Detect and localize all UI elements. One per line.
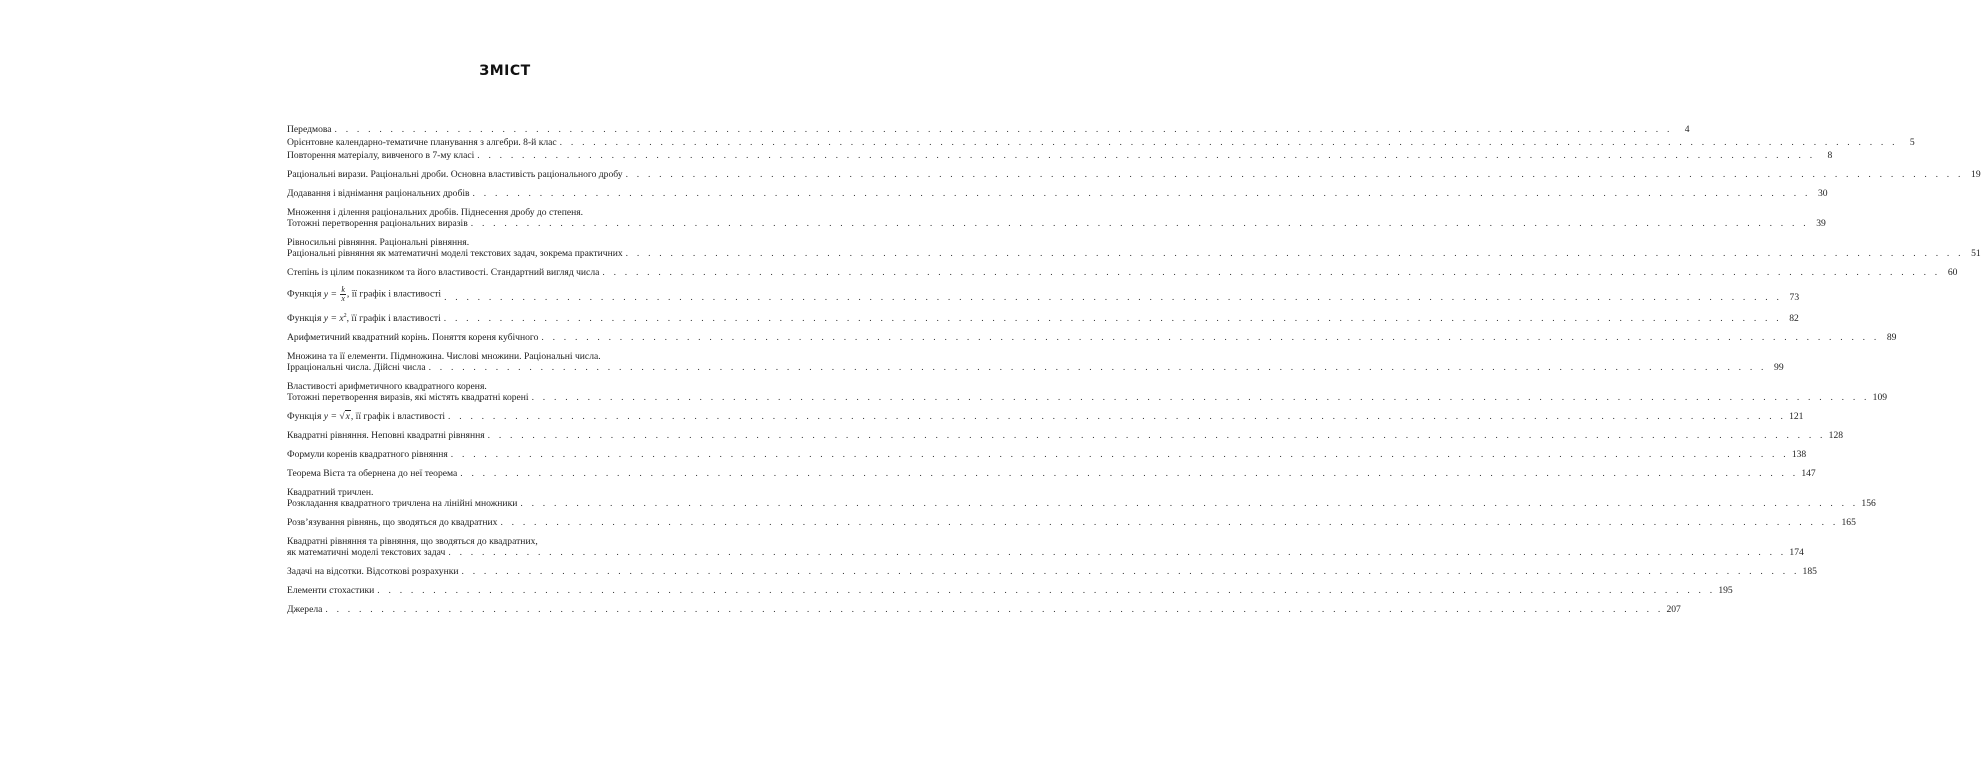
toc-entry-last-line — [287, 188, 1828, 199]
toc-entry[interactable] — [287, 169, 1981, 180]
toc-entry-title: Раціональні рівняння як математичні моделі текстових задач, зокрема практичних — [287, 248, 623, 259]
dot-leader: . . . . . . . . . . . . . . . . . . . . . . . . . . . . . . . . . . . . . . . . . . . . . . . . . . . . . . . . . . . . . . . . . . . . . . . . . . . . . . . . . . . . . . . . . . . . . . . . . . . . . . . . . . . . . . . . . . . . . . . . — [472, 188, 1811, 199]
toc-entry[interactable] — [287, 487, 1876, 509]
toc-entry-last-line — [287, 517, 1856, 528]
page-number: 8 — [1827, 150, 1833, 161]
toc-entry[interactable] — [287, 311, 1799, 324]
math-formula — [324, 410, 351, 422]
page-number: 5 — [1909, 137, 1915, 148]
dot-leader: . . . . . . . . . . . . . . . . . . . . . . . . . . . . . . . . . . . . . . . . . . . . . . . . . . . . . . . . . . . . . . . . . . . . . . . . . . . . . . . . . . . . . . . . . . . . . . . . . . . . . . . . . . . . . . . . . . . . . . . . — [377, 585, 1716, 596]
toc-entry-line: Квадратний тричлен. — [287, 487, 374, 498]
toc-entry-title: Квадратні рівняння. Неповні квадратні рівняння — [287, 430, 485, 441]
math-equals: = — [328, 411, 340, 422]
page-number: 109 — [1872, 392, 1888, 403]
dot-leader: . . . . . . . . . . . . . . . . . . . . . . . . . . . . . . . . . . . . . . . . . . . . . . . . . . . . . . . . . . . . . . . . . . . . . . . . . . . . . . . . . . . . . . . . . . . . . . . . . . . . . . . . . . . . . . . . . . . . . . . . — [487, 430, 1826, 441]
toc-entry[interactable] — [287, 430, 1844, 441]
toc-entry[interactable] — [287, 351, 1784, 373]
toc-entry-title — [287, 286, 441, 303]
dot-leader: . . . . . . . . . . . . . . . . . . . . . . . . . . . . . . . . . . . . . . . . . . . . . . . . . . . . . . . . . . . . . . . . . . . . . . . . . . . . . . . . . . . . . . . . . . . . . . . . . . . . . . . . . . . . . . . . . . . . . . . . — [334, 124, 1673, 135]
dot-leader: . . . . . . . . . . . . . . . . . . . . . . . . . . . . . . . . . . . . . . . . . . . . . . . . . . . . . . . . . . . . . . . . . . . . . . . . . . . . . . . . . . . . . . . . . . . . . . . . . . . . . . . . . . . . . . . . . . . . . . . . — [541, 332, 1880, 343]
page-title: ЗМІСТ — [479, 63, 531, 79]
toc-entry-last-line — [287, 411, 1804, 422]
math-denominator: x — [341, 294, 345, 303]
math-var-y: y — [323, 288, 329, 300]
toc-entry-last-line — [287, 218, 1826, 229]
toc-entry-last-line — [287, 468, 1816, 479]
dot-leader: . . . . . . . . . . . . . . . . . . . . . . . . . . . . . . . . . . . . . . . . . . . . . . . . . . . . . . . . . . . . . . . . . . . . . . . . . . . . . . . . . . . . . . . . . . . . . . . . . . . . . . . . . . . . . . . . . . . . . . . . — [443, 313, 1782, 324]
page-number: 89 — [1886, 332, 1897, 343]
dot-leader: . . . . . . . . . . . . . . . . . . . . . . . . . . . . . . . . . . . . . . . . . . . . . . . . . . . . . . . . . . . . . . . . . . . . . . . . . . . . . . . . . . . . . . . . . . . . . . . . . . . . . . . . . . . . . . . . . . . . . . . . — [625, 248, 1964, 259]
dot-leader: . . . . . . . . . . . . . . . . . . . . . . . . . . . . . . . . . . . . . . . . . . . . . . . . . . . . . . . . . . . . . . . . . . . . . . . . . . . . . . . . . . . . . . . . . . . . . . . . . . . . . . . . . . . . . . . . . . . . . . . . — [625, 169, 1964, 180]
toc-entry[interactable] — [287, 188, 1828, 199]
math-var-y: y — [323, 411, 329, 422]
page-number: 147 — [1801, 468, 1816, 479]
toc-entry-last-line — [287, 267, 1958, 278]
toc-entry-title: як математичні моделі текстових задач — [287, 547, 446, 558]
toc-entry[interactable] — [287, 207, 1826, 229]
toc-entry-title: Розв’язування рівнянь, що зводяться до квадратних — [287, 517, 498, 528]
toc-entry-line: Властивості арифметичного квадратного кореня. — [287, 381, 487, 392]
page-number: 73 — [1789, 292, 1800, 303]
toc-entry-last-line — [287, 547, 1804, 558]
toc-entry-last-line — [287, 169, 1981, 180]
toc-entry-last-line — [287, 124, 1690, 135]
page-number: 174 — [1789, 547, 1804, 558]
toc-entry-title: Джерела — [287, 604, 323, 615]
toc-entry-suffix: , її графік і властивості — [346, 313, 441, 324]
table-of-contents — [287, 124, 1981, 623]
dot-leader: . . . . . . . . . . . . . . . . . . . . . . . . . . . . . . . . . . . . . . . . . . . . . . . . . . . . . . . . . . . . . . . . . . . . . . . . . . . . . . . . . . . . . . . . . . . . . . . . . . . . . . . . . . . . . . . . . . . . . . . . — [602, 267, 1941, 278]
toc-entry-prefix: Функція — [287, 411, 322, 422]
toc-entry-title: Розкладання квадратного тричлена на лінійні множники — [287, 498, 518, 509]
toc-entry-last-line — [287, 566, 1817, 577]
toc-entry-title: Ірраціональні числа. Дійсні числа — [287, 362, 426, 373]
math-fraction — [340, 286, 346, 303]
dot-leader: . . . . . . . . . . . . . . . . . . . . . . . . . . . . . . . . . . . . . . . . . . . . . . . . . . . . . . . . . . . . . . . . . . . . . . . . . . . . . . . . . . . . . . . . . . . . . . . . . . . . . . . . . . . . . . . . . . . . . . . . — [448, 547, 1787, 558]
toc-entry[interactable] — [287, 585, 1733, 596]
toc-entry[interactable] — [287, 468, 1816, 479]
toc-entry-title: Задачі на відсотки. Відсоткові розрахунки — [287, 566, 459, 577]
toc-entry-title: Передмова — [287, 124, 332, 135]
page-number: 99 — [1774, 362, 1784, 373]
toc-entry[interactable] — [287, 137, 1915, 148]
toc-entry-last-line — [287, 311, 1799, 324]
page-number: 30 — [1817, 188, 1828, 199]
toc-entry-suffix: , її графік і властивості — [350, 411, 446, 422]
toc-entry[interactable] — [287, 411, 1804, 422]
toc-entry-title: Арифметичний квадратний корінь. Поняття кореня кубічного — [287, 332, 539, 343]
page-number: 156 — [1861, 498, 1876, 509]
page-number: 19 — [1971, 169, 1981, 180]
dot-leader: . . . . . . . . . . . . . . . . . . . . . . . . . . . . . . . . . . . . . . . . . . . . . . . . . . . . . . . . . . . . . . . . . . . . . . . . . . . . . . . . . . . . . . . . . . . . . . . . . . . . . . . . . . . . . . . . . . . . . . . . — [520, 498, 1859, 509]
toc-entry-last-line — [287, 498, 1876, 509]
toc-entry-prefix: Функція — [287, 313, 322, 324]
toc-entry[interactable] — [287, 124, 1690, 135]
toc-entry[interactable] — [287, 517, 1856, 528]
math-var-x: x — [339, 313, 344, 324]
toc-entry-title: Елементи стохастики — [287, 585, 375, 596]
dot-leader: . . . . . . . . . . . . . . . . . . . . . . . . . . . . . . . . . . . . . . . . . . . . . . . . . . . . . . . . . . . . . . . . . . . . . . . . . . . . . . . . . . . . . . . . . . . . . . . . . . . . . . . . . . . . . . . . . . . . . . . . — [444, 292, 1783, 303]
toc-entry[interactable] — [287, 449, 1807, 460]
dot-leader: . . . . . . . . . . . . . . . . . . . . . . . . . . . . . . . . . . . . . . . . . . . . . . . . . . . . . . . . . . . . . . . . . . . . . . . . . . . . . . . . . . . . . . . . . . . . . . . . . . . . . . . . . . . . . . . . . . . . . . . . — [470, 218, 1809, 229]
toc-entry-last-line — [287, 332, 1897, 343]
page-number: 185 — [1802, 566, 1817, 577]
math-radicand: x — [345, 411, 350, 422]
page-number: 121 — [1789, 411, 1804, 422]
math-equals: = — [328, 313, 340, 324]
toc-entry[interactable] — [287, 604, 1681, 615]
math-equals: = — [328, 288, 340, 300]
dot-leader: . . . . . . . . . . . . . . . . . . . . . . . . . . . . . . . . . . . . . . . . . . . . . . . . . . . . . . . . . . . . . . . . . . . . . . . . . . . . . . . . . . . . . . . . . . . . . . . . . . . . . . . . . . . . . . . . . . . . . . . . — [428, 362, 1767, 373]
toc-entry-suffix: , її графік і властивості — [346, 288, 442, 300]
math-formula — [324, 313, 347, 324]
toc-entry-last-line — [287, 150, 1833, 161]
toc-entry[interactable] — [287, 566, 1817, 577]
page-number: 165 — [1841, 517, 1856, 528]
toc-entry-title: Степінь із цілим показником та його властивості. Стандартний вигляд числа — [287, 267, 600, 278]
toc-entry[interactable] — [287, 536, 1804, 558]
toc-entry-last-line — [287, 285, 1800, 303]
toc-entry-title: Повторення матеріалу, вивченого в 7-му класі — [287, 150, 475, 161]
toc-entry[interactable] — [287, 332, 1897, 343]
dot-leader: . . . . . . . . . . . . . . . . . . . . . . . . . . . . . . . . . . . . . . . . . . . . . . . . . . . . . . . . . . . . . . . . . . . . . . . . . . . . . . . . . . . . . . . . . . . . . . . . . . . . . . . . . . . . . . . . . . . . . . . . — [325, 604, 1664, 615]
toc-entry-line: Множення і ділення раціональних дробів. Піднесення дробу до степеня. — [287, 207, 584, 218]
page-number: 4 — [1684, 124, 1690, 135]
page-number: 195 — [1718, 585, 1733, 596]
toc-entry-title: Тотожні перетворення раціональних виразів — [287, 218, 468, 229]
toc-entry[interactable] — [287, 381, 1888, 403]
toc-entry-line: Множина та її елементи. Підмножина. Числові множини. Раціональні числа. — [287, 351, 601, 362]
dot-leader: . . . . . . . . . . . . . . . . . . . . . . . . . . . . . . . . . . . . . . . . . . . . . . . . . . . . . . . . . . . . . . . . . . . . . . . . . . . . . . . . . . . . . . . . . . . . . . . . . . . . . . . . . . . . . . . . . . . . . . . . — [461, 566, 1800, 577]
toc-entry-last-line — [287, 585, 1733, 596]
toc-entry-last-line — [287, 430, 1844, 441]
math-sqrt: √x — [339, 411, 350, 422]
dot-leader: . . . . . . . . . . . . . . . . . . . . . . . . . . . . . . . . . . . . . . . . . . . . . . . . . . . . . . . . . . . . . . . . . . . . . . . . . . . . . . . . . . . . . . . . . . . . . . . . . . . . . . . . . . . . . . . . . . . . . . . . — [477, 150, 1816, 161]
dot-leader: . . . . . . . . . . . . . . . . . . . . . . . . . . . . . . . . . . . . . . . . . . . . . . . . . . . . . . . . . . . . . . . . . . . . . . . . . . . . . . . . . . . . . . . . . . . . . . . . . . . . . . . . . . . . . . . . . . . . . . . . — [500, 517, 1839, 528]
toc-entry-last-line — [287, 449, 1807, 460]
page-number: 207 — [1666, 604, 1681, 615]
math-formula — [323, 285, 347, 303]
page-number: 39 — [1816, 218, 1826, 229]
dot-leader: . . . . . . . . . . . . . . . . . . . . . . . . . . . . . . . . . . . . . . . . . . . . . . . . . . . . . . . . . . . . . . . . . . . . . . . . . . . . . . . . . . . . . . . . . . . . . . . . . . . . . . . . . . . . . . . . . . . . . . . . — [450, 449, 1789, 460]
toc-entry-last-line — [287, 248, 1981, 259]
toc-entry-last-line — [287, 362, 1784, 373]
toc-entry-title: Тотожні перетворення виразів, які містять квадратні корені — [287, 392, 529, 403]
math-exponent: 2 — [343, 313, 347, 319]
dot-leader: . . . . . . . . . . . . . . . . . . . . . . . . . . . . . . . . . . . . . . . . . . . . . . . . . . . . . . . . . . . . . . . . . . . . . . . . . . . . . . . . . . . . . . . . . . . . . . . . . . . . . . . . . . . . . . . . . . . . . . . . — [448, 411, 1787, 422]
toc-entry-title — [287, 411, 445, 422]
toc-entry-last-line — [287, 604, 1681, 615]
math-var-y: y — [323, 313, 329, 324]
toc-entry[interactable] — [287, 237, 1981, 259]
toc-entry-last-line — [287, 392, 1888, 403]
dot-leader: . . . . . . . . . . . . . . . . . . . . . . . . . . . . . . . . . . . . . . . . . . . . . . . . . . . . . . . . . . . . . . . . . . . . . . . . . . . . . . . . . . . . . . . . . . . . . . . . . . . . . . . . . . . . . . . . . . . . . . . . — [531, 392, 1870, 403]
toc-entry[interactable] — [287, 267, 1958, 278]
toc-entry-last-line — [287, 137, 1915, 148]
toc-entry-line: Квадратні рівняння та рівняння, що зводяться до квадратних, — [287, 536, 538, 547]
toc-entry-line: Рівносильні рівняння. Раціональні рівняння. — [287, 237, 470, 248]
toc-entry-title: Теорема Вієта та обернена до неї теорема — [287, 468, 458, 479]
toc-entry-title: Орієнтовне календарно-тематичне планування з алгебри. 8-й клас — [287, 137, 557, 148]
toc-entry-title: Формули коренів квадратного рівняння — [287, 449, 448, 460]
toc-entry-prefix: Функція — [287, 288, 322, 300]
page-number: 128 — [1828, 430, 1844, 441]
toc-entry[interactable] — [287, 150, 1833, 161]
dot-leader: . . . . . . . . . . . . . . . . . . . . . . . . . . . . . . . . . . . . . . . . . . . . . . . . . . . . . . . . . . . . . . . . . . . . . . . . . . . . . . . . . . . . . . . . . . . . . . . . . . . . . . . . . . . . . . . . . . . . . . . . — [460, 468, 1799, 479]
toc-entry-title — [287, 311, 441, 324]
page-number: 51 — [1971, 248, 1981, 259]
math-numerator: k — [341, 285, 345, 294]
page-number: 82 — [1789, 313, 1799, 324]
page-number: 138 — [1791, 449, 1807, 460]
toc-entry-title: Раціональні вирази. Раціональні дроби. Основна властивість раціонального дробу — [287, 169, 623, 180]
dot-leader: . . . . . . . . . . . . . . . . . . . . . . . . . . . . . . . . . . . . . . . . . . . . . . . . . . . . . . . . . . . . . . . . . . . . . . . . . . . . . . . . . . . . . . . . . . . . . . . . . . . . . . . . . . . . . . . . . . . . . . . . — [559, 137, 1898, 148]
page-number: 60 — [1947, 267, 1958, 278]
toc-entry-title: Додавання і віднімання раціональних дробів — [287, 188, 470, 199]
toc-entry[interactable] — [287, 285, 1800, 303]
